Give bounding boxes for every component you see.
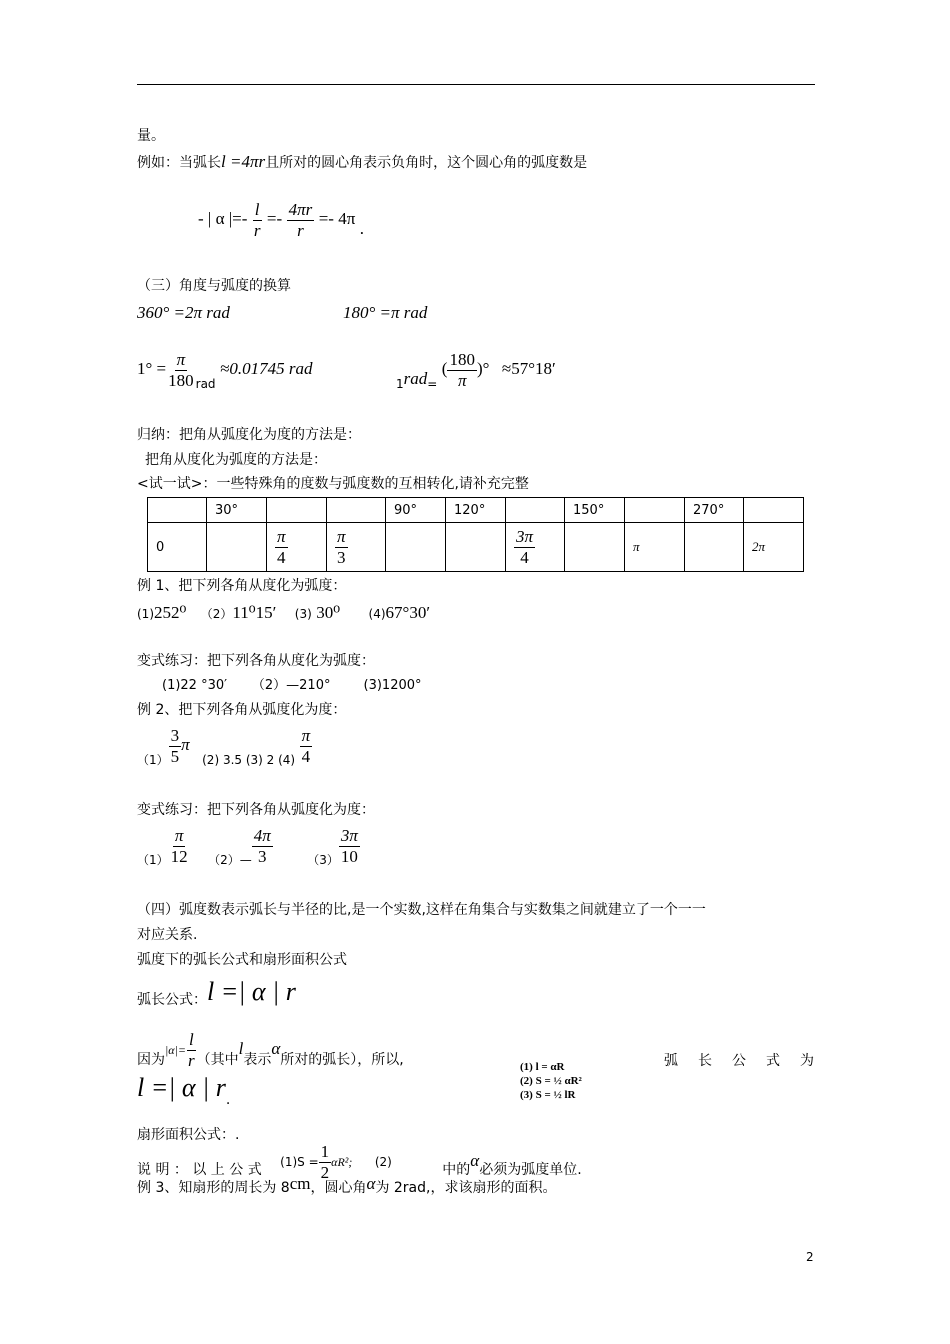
example-2-title: 例 2、把下列各角从弧度化为度： [137,702,347,718]
sector-area-label: 扇形面积公式：. [137,1127,240,1143]
arc-length-formula: 弧长公式：l =| α | r [137,977,296,1008]
note-line: 说 明 ： 以 上 公 式 (1)S = $\frac{1}{2}$ αR²; (2) 中的α必须为弧度单位. [137,1142,582,1182]
angle-conversion-table [147,497,804,572]
header-rule [137,84,815,85]
one-radian-conversion: 1rad= ( $\frac{180}{\pi}$ )° ≈57°18′ [396,350,556,392]
fraction-180-over-pi: $\frac{180}{\pi}$ [449,350,475,390]
try-it-prompt: <试一试>：一些特殊角的度数与弧度数的互相转化,请补充完整 [137,476,529,492]
section-4-line-2: 对应关系. [137,927,198,943]
equation-negative-angle: - | α |=- $\frac{l}{r}$ =- $\frac{4\pi r}{r}$ =- 4π . [198,200,364,240]
example-1-items: (1)252⁰ （2）11⁰15′ (3) 30⁰ (4)67°30′ [137,603,431,622]
table-cell [685,523,744,572]
table-cell: 0 [148,523,207,572]
example-arc-length: 例如：当弧长l =4πr且所对的圆心角表示负角时，这个圆心角的弧度数是 [137,152,588,171]
page-number: 2 [806,1250,814,1264]
table-cell: $\frac{\pi}{3}$ [327,523,386,572]
arc-length-formula-2: l =| α | r. [137,1073,231,1108]
table-cell: 120° [446,498,506,523]
because-line: 因为|α|= $\frac{l}{r}$ （其中l表示α所对的弧长），所以, [137,1030,404,1070]
table-cell [207,523,267,572]
fraction-4pir-over-r: $\frac{4\pi r}{r}$ [288,200,313,240]
table-cell [506,498,565,523]
table-row-radians [148,523,804,572]
one-degree-conversion: 1° = $\frac{\pi}{180}$ rad ≈0.01745 rad [137,350,313,392]
table-cell [148,498,207,523]
summary-rad-to-deg: 归纳：把角从弧度化为度的方法是： [137,427,361,443]
variant-1-title: 变式练习：把下列各角从度化为弧度： [137,653,375,669]
table-row-degrees [148,498,804,523]
fraction-pi-over-180: $\frac{\pi}{180}$ [168,350,194,390]
table-cell [446,523,506,572]
formula-section-title: 弧度下的弧长公式和扇形面积公式 [137,952,347,968]
conversion-180: 180° =π rad [343,303,428,322]
table-cell: 30° [207,498,267,523]
table-cell [267,498,327,523]
fraction-l-over-r: $\frac{l}{r}$ [253,200,261,240]
section-4-line-1: （四）弧度数表示弧长与半径的比,是一个实数,这样在角集合与实数集之间就建立了一个一一 [137,902,706,918]
table-cell: 2π [744,523,804,572]
formula-stack-image: (1) l = αR (2) S = ½ αR² (3) S = ½ lR [520,1061,582,1101]
table-cell: 90° [386,498,446,523]
line-liang: 量。 [137,128,165,144]
table-cell: 270° [685,498,744,523]
example-2-items: （1） $\frac{3}{5}$ π (2) 3.5 (3) 2 (4) $\frac{\pi}{4}$ [137,726,311,768]
table-cell [327,498,386,523]
table-cell [565,523,625,572]
table-cell [744,498,804,523]
table-cell: $\frac{3\pi}{4}$ [506,523,565,572]
variant-2-items: （1） $\frac{\pi}{12}$ （2）— $\frac{4\pi}{3}$ （3） $\frac{3\pi}{10}$ [137,826,358,868]
summary-deg-to-rad: 把角从度化为弧度的方法是： [145,452,327,468]
table-cell: π [625,523,685,572]
table-cell: 150° [565,498,625,523]
fraction-3-over-5: $\frac{3}{5}$ [170,726,180,766]
table-cell [386,523,446,572]
fraction-pi-over-4: $\frac{\pi}{4}$ [301,726,311,766]
variant-2-title: 变式练习：把下列各角从弧度化为度： [137,802,375,818]
conversion-360: 360° =2π rad [137,303,230,322]
table-cell [625,498,685,523]
example-1-title: 例 1、把下列各角从度化为弧度： [137,578,347,594]
example-3: 例 3、知扇形的周长为 8cm，圆心角α为 2rad,，求该扇形的面积。 [137,1174,557,1196]
section-3-title: （三）角度与弧度的换算 [137,278,291,294]
table-cell: $\frac{\pi}{4}$ [267,523,327,572]
arc-formula-is: 弧 长 公 式 为 [664,1053,814,1069]
variant-1-items: (1)22 °30′ （2）—210° (3)1200° [162,678,422,693]
